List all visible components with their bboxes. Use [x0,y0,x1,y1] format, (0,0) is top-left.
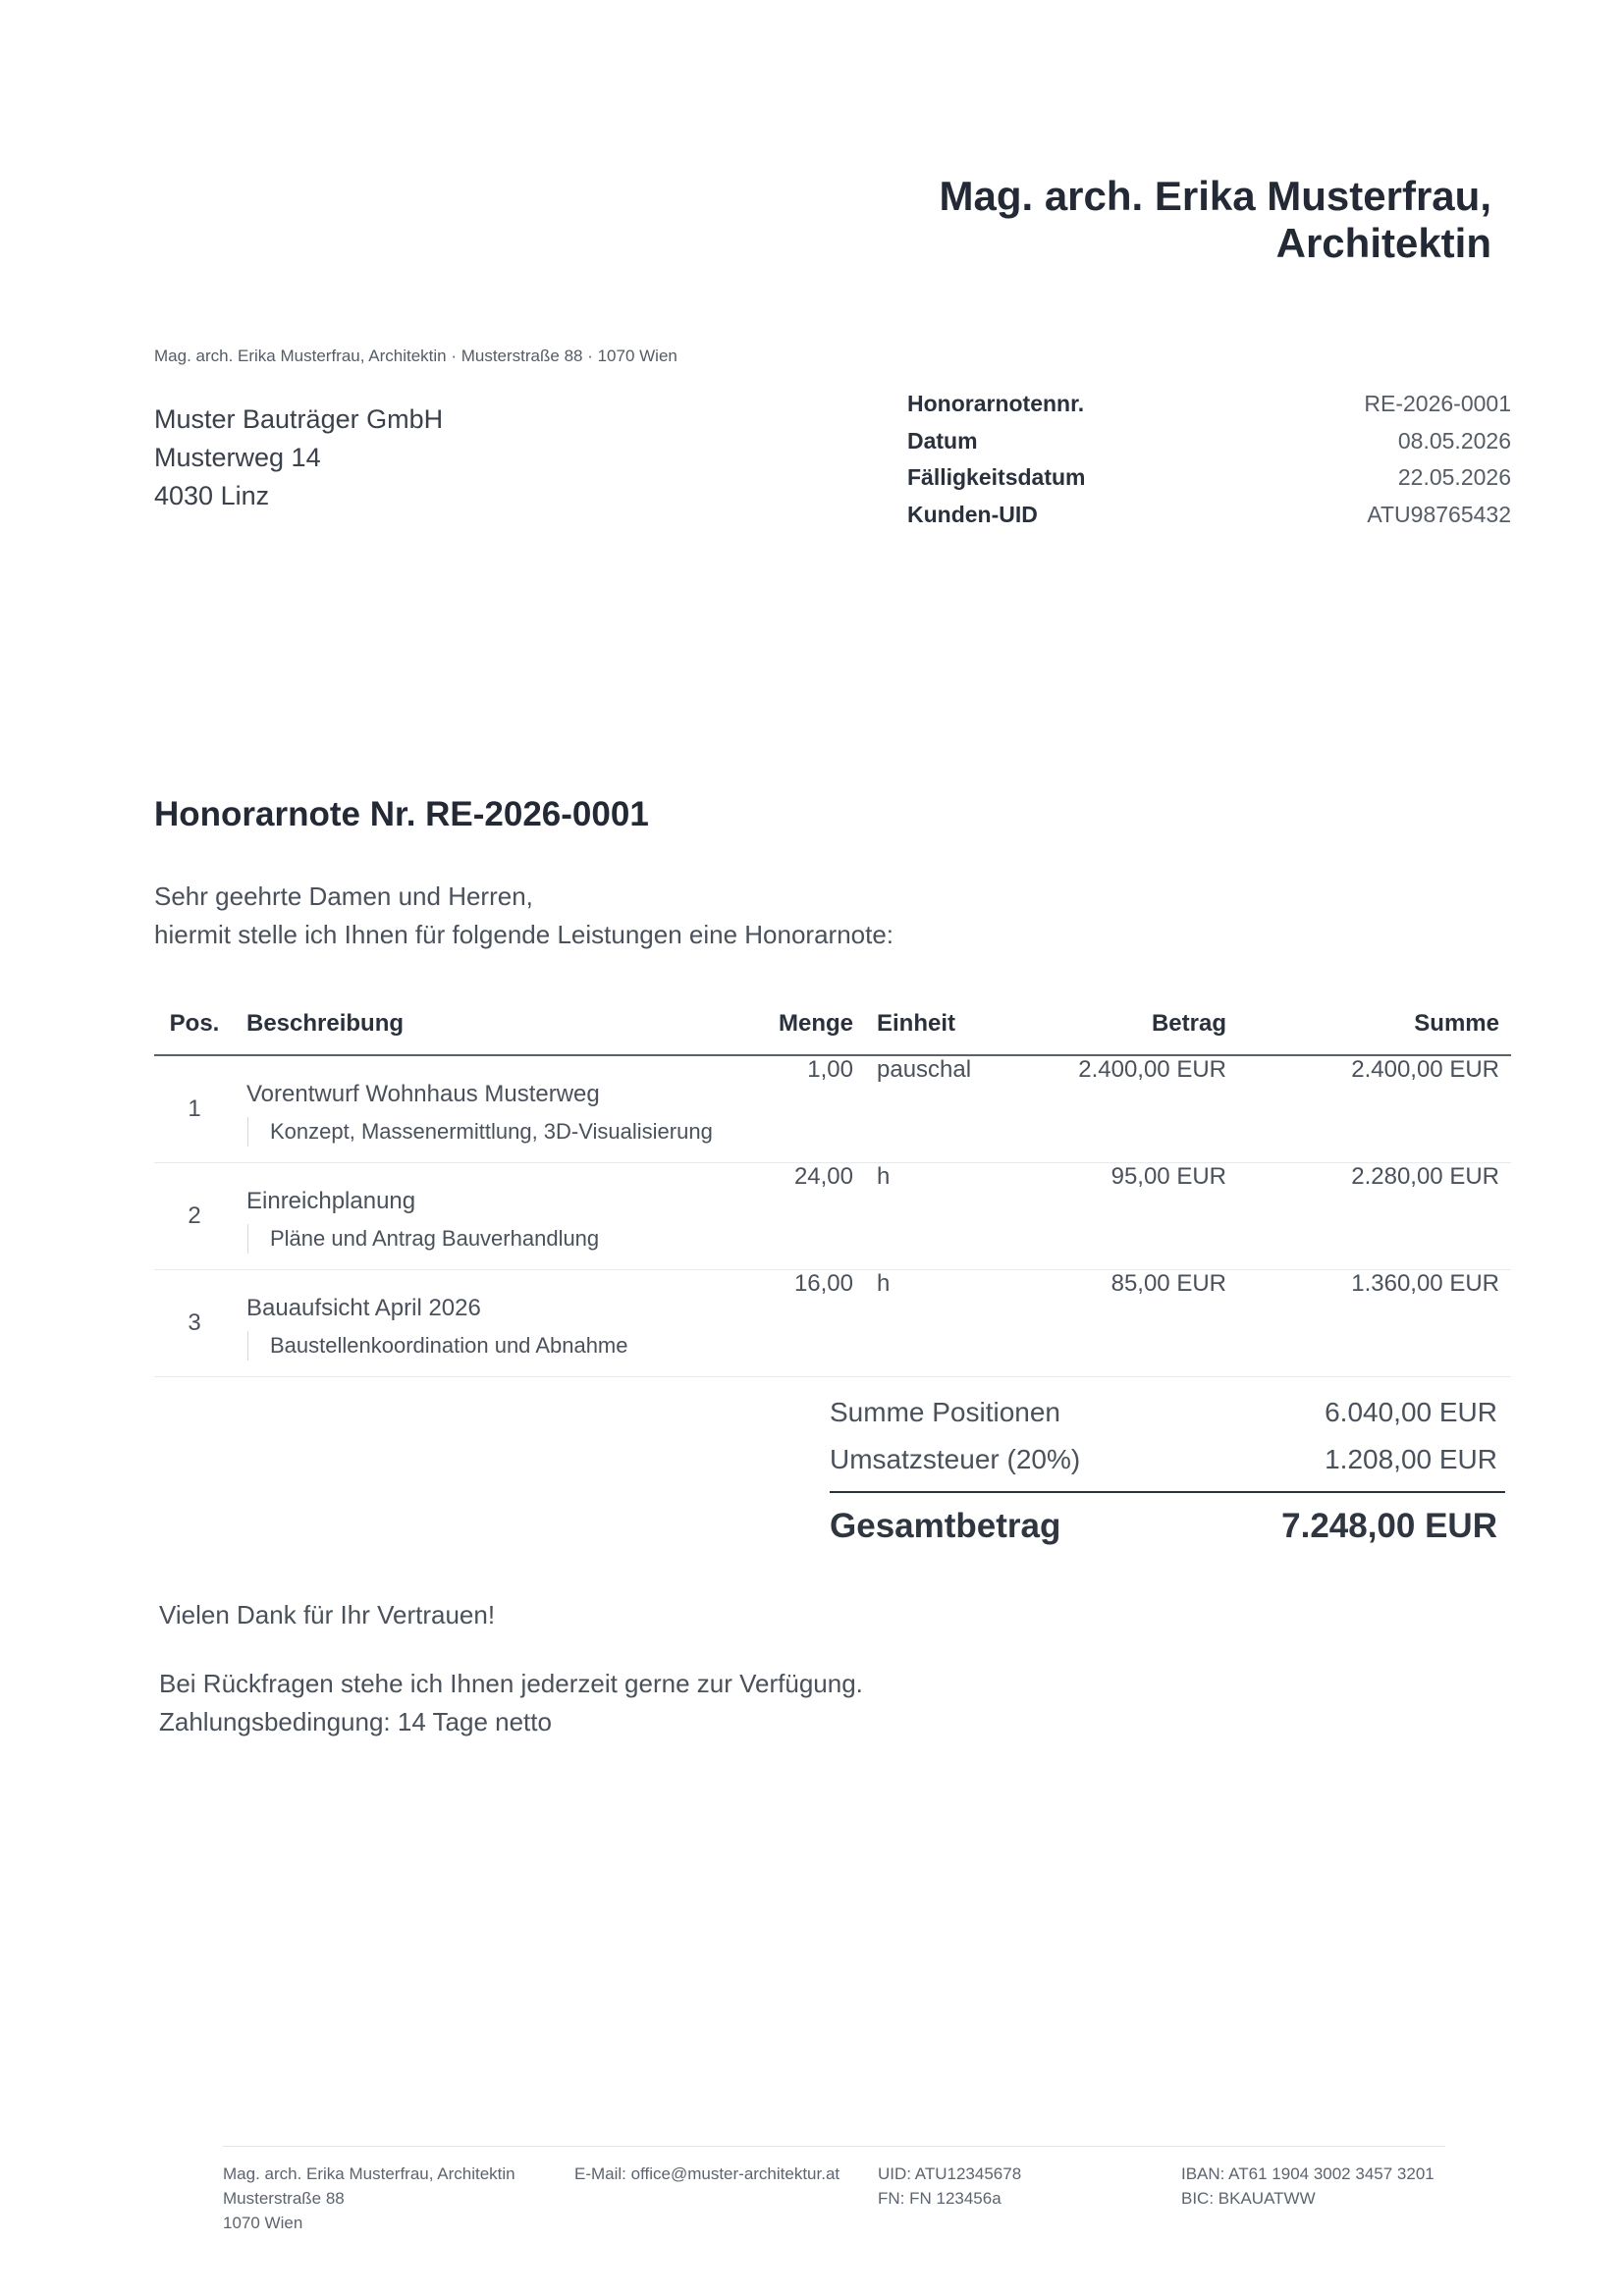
recipient-company: Muster Bauträger GmbH [154,404,444,434]
payment-terms: Zahlungsbedingung: 14 Tage netto [159,1707,552,1736]
item-title: Einreichplanung [246,1188,416,1214]
document-title: Honorarnote Nr. RE-2026-0001 [154,795,649,833]
meta-row-date [907,423,1511,460]
cell-amount: 85,00 EUR [1002,1270,1238,1377]
header-unit: Einheit [865,993,1002,1055]
vat-row [830,1436,1505,1483]
cell-unit: pauschal [865,1055,1002,1163]
closing-contact: Bei Rückfragen stehe ich Ihnen jederzeit gerne zur Verfügung. [159,1669,863,1698]
item-title: Vorentwurf Wohnhaus Musterweg [246,1081,600,1107]
meta-value: 22.05.2026 [1397,464,1511,490]
meta-value: 08.05.2026 [1397,427,1511,454]
line-items-table [154,993,1511,1377]
cell-pos: 3 [154,1270,235,1377]
greeting-salutation: Sehr geehrte Damen und Herren, [154,881,533,911]
totals-block [830,1389,1505,1552]
thanks-note: Vielen Dank für Ihr Vertrauen! [159,1600,496,1629]
closing-text [159,1665,863,1741]
footer-contact [574,2162,839,2186]
greeting [154,878,893,954]
subtotal-label: Summe Positionen [830,1397,1061,1427]
meta-row-customer-uid [907,497,1511,534]
cell-quantity: 16,00 [749,1270,865,1377]
table-row [154,1163,1511,1270]
meta-row-number [907,386,1511,423]
footer-divider [223,2146,1445,2147]
cell-description [235,1270,749,1377]
cell-quantity: 1,00 [749,1055,865,1163]
subtotal-value: 6.040,00 EUR [1325,1397,1497,1427]
recipient-street: Musterweg 14 [154,443,321,472]
cell-amount: 2.400,00 EUR [1002,1055,1238,1163]
sender-name: Mag. arch. Erika Musterfrau, Architektin [939,173,1491,266]
grand-total-value: 7.248,00 EUR [1281,1507,1497,1545]
cell-total: 2.400,00 EUR [1238,1055,1511,1163]
header-pos: Pos. [154,993,235,1055]
cell-pos: 1 [154,1055,235,1163]
grand-total-row [830,1491,1505,1552]
meta-row-due-date [907,459,1511,497]
footer-tax: UID: ATU12345678 FN: FN 123456a [878,2164,1022,2208]
header-quantity: Menge [749,993,865,1055]
greeting-intro: hiermit stelle ich Ihnen für folgende Leistungen eine Honorarnote: [154,920,894,949]
sender-return-address: Mag. arch. Erika Musterfrau, Architektin · Musterstraße 88 · 1070 Wien [154,347,677,365]
grand-total-label: Gesamtbetrag [830,1507,1061,1545]
footer-bank: IBAN: AT61 1904 3002 3457 3201 BIC: BKAUATWW [1181,2164,1435,2208]
table-row [154,1270,1511,1377]
item-title: Bauaufsicht April 2026 [246,1295,481,1321]
meta-label: Fälligkeitsdatum [907,464,1086,490]
invoice-meta [907,386,1511,533]
cell-total: 2.280,00 EUR [1238,1163,1511,1270]
subtotal-row [830,1389,1505,1436]
cell-description [235,1055,749,1163]
meta-label: Kunden-UID [907,501,1038,527]
item-subtitle: Konzept, Massenermittlung, 3D-Visualisierung [247,1117,737,1147]
meta-label: Datum [907,427,978,454]
header-total: Summe [1238,993,1511,1055]
cell-amount: 95,00 EUR [1002,1163,1238,1270]
cell-pos: 2 [154,1163,235,1270]
vat-label: Umsatzsteuer (20%) [830,1444,1081,1474]
meta-value: RE-2026-0001 [1364,391,1511,416]
footer-address: Mag. arch. Erika Musterfrau, Architektin Musterstraße 88 1070 Wien [223,2164,515,2232]
cell-total: 1.360,00 EUR [1238,1270,1511,1377]
cell-description [235,1163,749,1270]
recipient-city: 4030 Linz [154,481,270,510]
meta-value: ATU98765432 [1367,501,1511,527]
item-subtitle: Pläne und Antrag Bauverhandlung [247,1224,737,1254]
item-subtitle: Baustellenkoordination und Abnahme [247,1331,737,1361]
table-row [154,1055,1511,1163]
cell-unit: h [865,1163,1002,1270]
recipient-address [154,400,443,515]
cell-quantity: 24,00 [749,1163,865,1270]
header-amount: Betrag [1002,993,1238,1055]
table-header-row [154,993,1511,1055]
header-description: Beschreibung [235,993,749,1055]
footer-email[interactable]: E-Mail: office@muster-architektur.at [574,2164,840,2183]
vat-value: 1.208,00 EUR [1325,1444,1497,1474]
cell-unit: h [865,1270,1002,1377]
meta-label: Honorarnotennr. [907,391,1085,416]
